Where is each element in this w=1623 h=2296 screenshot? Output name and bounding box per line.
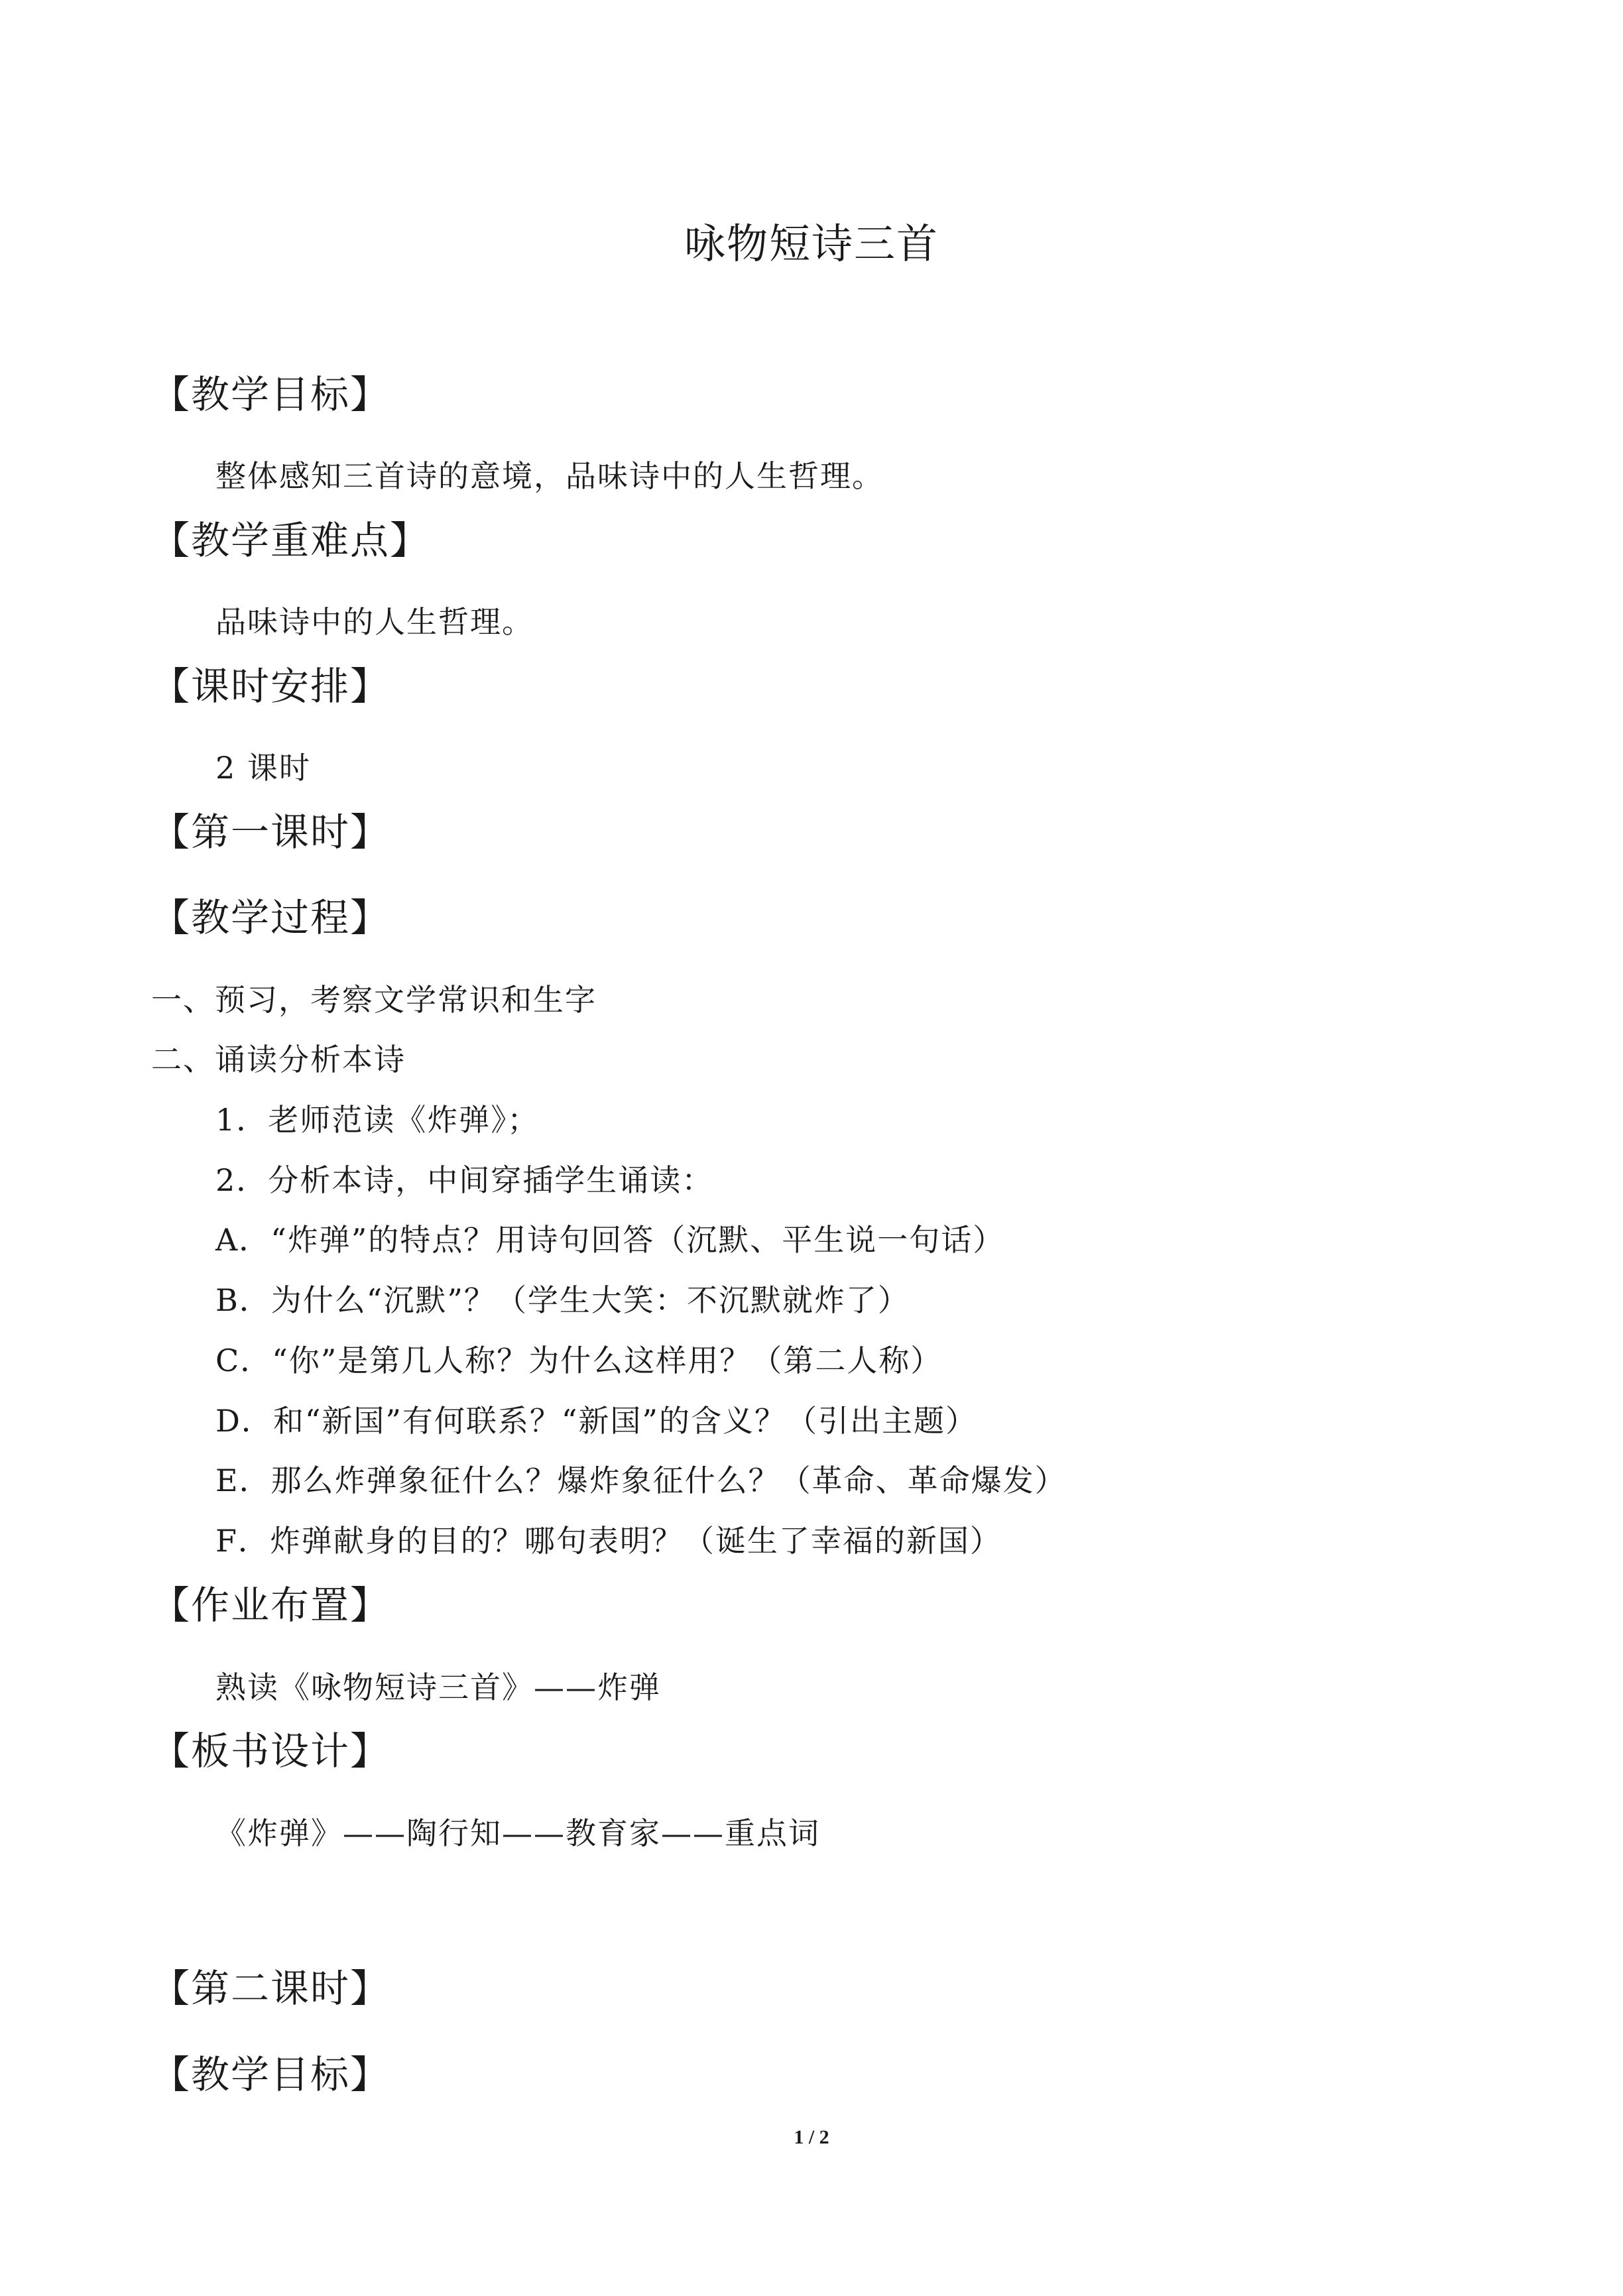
teaching-goals-text: 整体感知三首诗的意境，品味诗中的人生哲理。	[215, 458, 884, 494]
page-number: 1 / 2	[794, 2126, 829, 2148]
process-item: E．那么炸弹象征什么？爆炸象征什么？（革命、革命爆发）	[215, 1463, 1067, 1498]
schedule-text: 2 课时	[215, 750, 311, 786]
process-item: B．为什么“沉默”？（学生大笑：不沉默就炸了）	[215, 1282, 910, 1318]
heading-key-difficulties: 【教学重难点】	[151, 518, 430, 563]
process-item: A．“炸弹”的特点？用诗句回答（沉默、平生说一句话）	[215, 1222, 1005, 1258]
heading-homework: 【作业布置】	[151, 1583, 391, 1628]
heading-teaching-process: 【教学过程】	[151, 895, 391, 940]
process-step-1: 一、预习，考察文学常识和生字	[151, 982, 597, 1018]
heading-first-lesson: 【第一课时】	[151, 810, 391, 855]
process-step-2: 二、诵读分析本诗	[151, 1042, 406, 1077]
heading-board-design: 【板书设计】	[151, 1728, 391, 1774]
process-item: 2．分析本诗，中间穿插学生诵读：	[215, 1162, 714, 1198]
process-item: C．“你”是第几人称？为什么这样用？（第二人称）	[215, 1343, 943, 1378]
process-item: F．炸弹献身的目的？哪句表明？（诞生了幸福的新国）	[215, 1523, 1002, 1559]
board-design-text: 《炸弹》——陶行知——教育家——重点词	[215, 1815, 820, 1851]
document-title: 咏物短诗三首	[684, 219, 939, 268]
heading-teaching-goals-2: 【教学目标】	[151, 2052, 391, 2097]
homework-text: 熟读《咏物短诗三首》——炸弹	[215, 1669, 661, 1705]
heading-teaching-goals: 【教学目标】	[151, 372, 391, 417]
heading-schedule: 【课时安排】	[151, 664, 391, 709]
key-difficulties-text: 品味诗中的人生哲理。	[215, 604, 534, 640]
process-item: 1．老师范读《炸弹》；	[215, 1102, 540, 1138]
heading-second-lesson: 【第二课时】	[151, 1966, 391, 2011]
process-item: D．和“新国”有何联系？“新国”的含义？（引出主题）	[215, 1403, 977, 1439]
